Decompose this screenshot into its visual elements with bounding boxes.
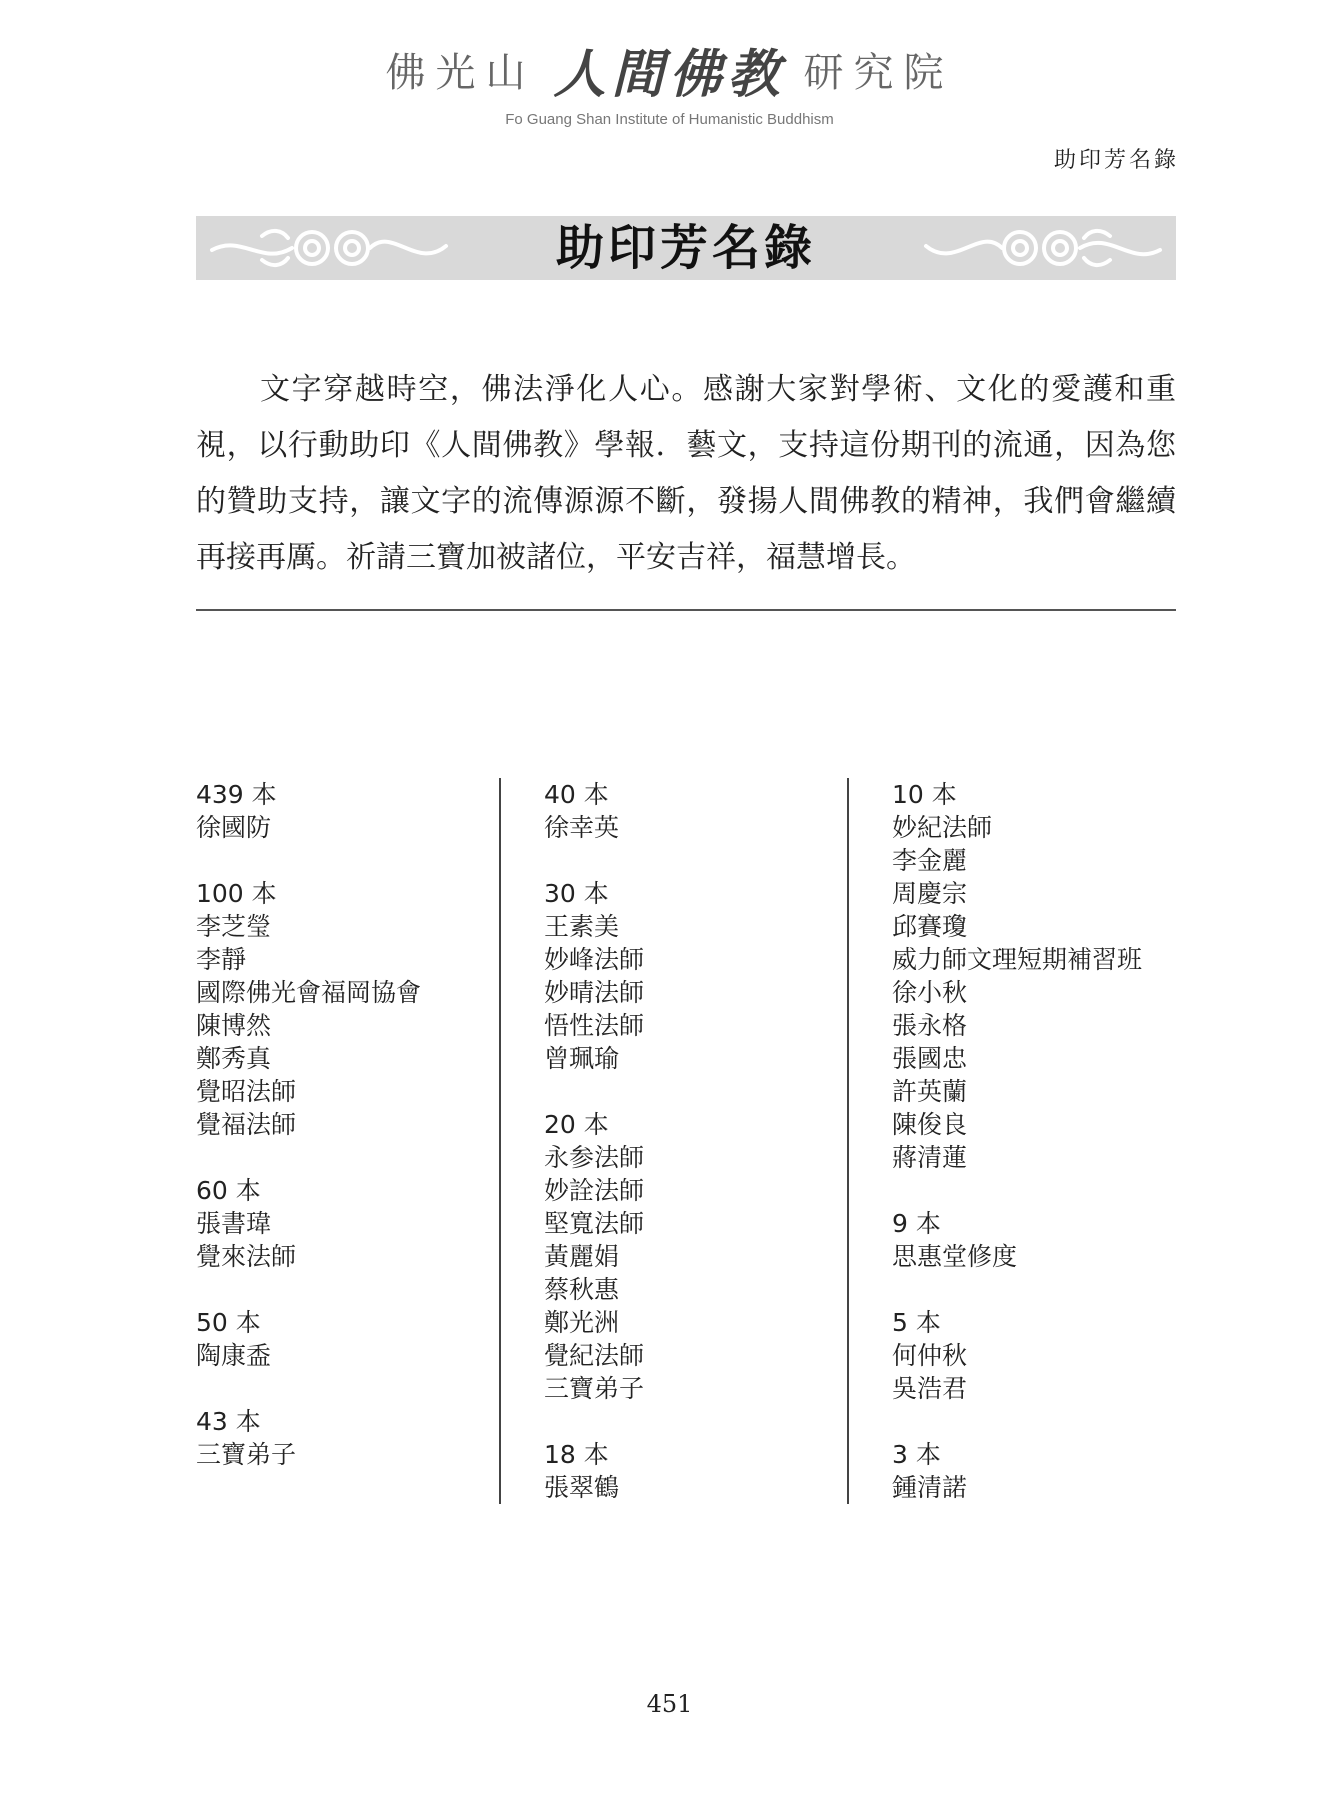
donor-name: 蔣清蓮 [892,1143,968,1172]
donation-amount: 20 本 [544,1110,609,1139]
donation-amount: 40 本 [544,780,609,809]
donor-name: 張永格 [892,1011,968,1040]
donor-column-1 [196,778,492,1504]
donation-amount: 10 本 [892,780,957,809]
column-divider [847,778,849,1504]
donor-column-2 [544,778,840,1537]
donor-name: 鍾清諾 [892,1473,968,1502]
donor-name: 鄭秀真 [196,1044,272,1073]
donor-name: 覺來法師 [196,1242,297,1271]
page-title: 助印芳名錄 [555,220,816,276]
donor-name: 徐國防 [196,813,272,842]
donor-name: 徐小秋 [892,978,968,1007]
donor-name: 黃麗娟 [544,1242,620,1271]
donation-group [544,877,840,1075]
donor-name: 鄭光洲 [544,1308,620,1337]
donation-group [544,1438,840,1504]
donor-name: 陳俊良 [892,1110,968,1139]
donation-group [196,1405,492,1471]
donation-amount: 30 本 [544,879,609,908]
donor-name: 邱賽瓊 [892,912,968,941]
logo-suffix: 研究院 [803,50,954,96]
institute-logo [0,32,1339,107]
donor-name: 覺昭法師 [196,1077,297,1106]
title-banner [196,216,1176,280]
donor-name: 李金麗 [892,846,968,875]
donor-name: 威力師文理短期補習班 [892,945,1143,974]
donor-name: 妙紀法師 [892,813,993,842]
donor-name: 周慶宗 [892,879,968,908]
donation-amount: 439 本 [196,780,277,809]
donor-name: 覺紀法師 [544,1341,645,1370]
donor-name: 蔡秋惠 [544,1275,620,1304]
section-divider [196,609,1176,611]
donor-name: 三寶弟子 [544,1374,645,1403]
donor-name: 覺福法師 [196,1110,297,1139]
donor-name: 張國忠 [892,1044,968,1073]
donation-group [892,1306,1182,1405]
donor-name: 堅寬法師 [544,1209,645,1238]
donor-name: 吳浩君 [892,1374,968,1403]
donor-name: 妙晴法師 [544,978,645,1007]
donor-name: 李靜 [196,945,247,974]
institute-header [0,32,1339,128]
intro-paragraph: 文字穿越時空，佛法淨化人心。感謝大家對學術、文化的愛護和重視，以行動助印《人間佛教》學報．藝文，支持這份期刊的流通，因為您的贊助支持，讓文字的流傳源源不斷，發揚人間佛教的精神，我們會繼續再接再厲。祈請三寶加被諸位，平安吉祥，福慧增長。 [196,372,1176,575]
donation-group [892,778,1182,1174]
donation-amount: 50 本 [196,1308,261,1337]
donor-name: 許英蘭 [892,1077,968,1106]
donor-name: 妙峰法師 [544,945,645,974]
donor-column-3 [892,778,1182,1537]
donation-group [196,877,492,1141]
donor-name: 張翠鶴 [544,1473,620,1502]
donation-amount: 18 本 [544,1440,609,1469]
donation-group [196,1174,492,1273]
donation-amount: 60 本 [196,1176,261,1205]
donor-name: 妙詮法師 [544,1176,645,1205]
donor-name: 三寶弟子 [196,1440,297,1469]
donor-name: 悟性法師 [544,1011,645,1040]
donation-amount: 5 本 [892,1308,941,1337]
donation-group [544,1108,840,1405]
donation-amount: 43 本 [196,1407,261,1436]
donation-amount: 9 本 [892,1209,941,1238]
donor-name: 陶康盉 [196,1341,272,1370]
donor-name: 張書瑋 [196,1209,272,1238]
column-divider [499,778,501,1504]
scroll-ornament-right-icon [920,216,1170,280]
logo-subtitle: Fo Guang Shan Institute of Humanistic Buddhism [505,111,834,128]
donor-name: 思惠堂修度 [892,1242,1018,1271]
donation-group [892,1207,1182,1273]
page-number: 451 [646,1690,693,1718]
donor-list [196,778,1176,1508]
donation-amount: 100 本 [196,879,277,908]
donation-amount: 3 本 [892,1440,941,1469]
donor-name: 王素美 [544,912,620,941]
running-head: 助印芳名錄 [1053,148,1179,173]
donor-name: 何仲秋 [892,1341,968,1370]
logo-main-text: 人間佛教 [553,44,786,105]
donor-name: 國際佛光會福岡協會 [196,978,422,1007]
logo-prefix: 佛光山 [385,50,536,96]
donation-group [544,778,840,844]
donation-group [892,1438,1182,1504]
donation-group [196,1306,492,1372]
donor-name: 李芝瑩 [196,912,272,941]
donor-name: 徐幸英 [544,813,620,842]
donation-group [196,778,492,844]
donor-name: 陳博然 [196,1011,272,1040]
donor-name: 曾珮瑜 [544,1044,620,1073]
donor-name: 永参法師 [544,1143,645,1172]
